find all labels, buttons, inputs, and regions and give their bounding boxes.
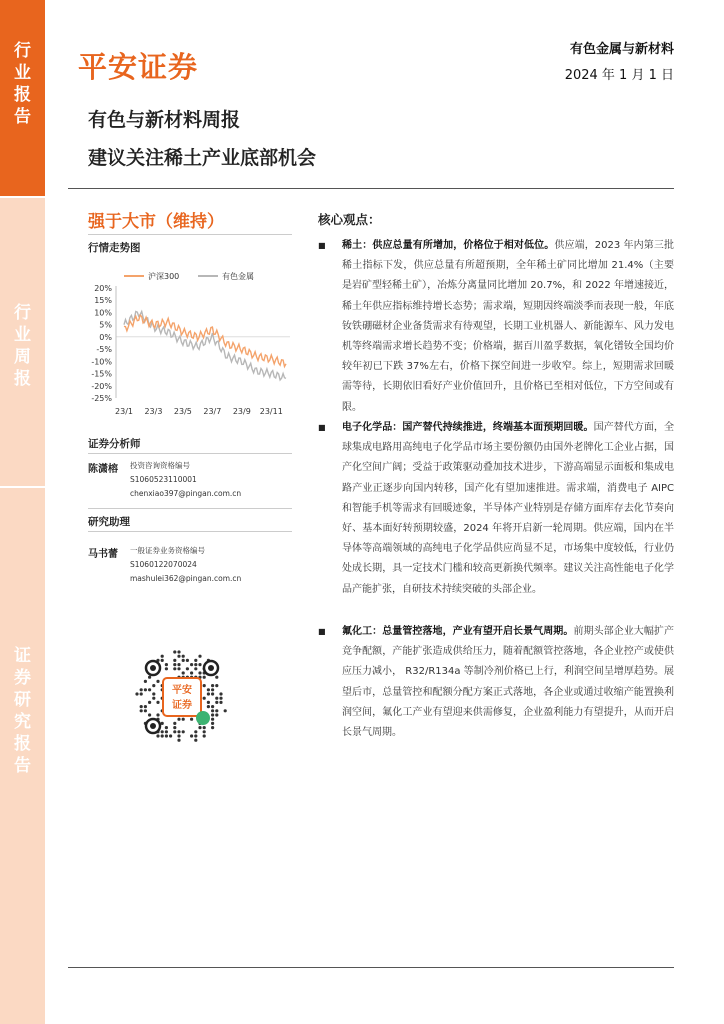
qr-dot: [207, 688, 210, 691]
section-rule: [88, 453, 292, 454]
bullet-heading: 稀土：供应总量有所增加，价格位于相对低位。: [342, 240, 555, 251]
qr-dot: [182, 671, 185, 674]
qr-dot: [177, 667, 180, 670]
x-tick-label: 23/11: [259, 407, 283, 416]
qr-dot: [219, 692, 222, 695]
qr-dot: [198, 726, 201, 729]
sidebar-securities-research: [0, 487, 45, 1024]
qr-dot: [165, 734, 168, 737]
qr-dot: [211, 722, 214, 725]
rating-rule: [88, 234, 292, 235]
bullet-body: 前期头部企业大幅扩产竞争配额，产能扩张造成供给压力，随着配额管控落地，各企业控产或使供应压力减小， R32/R134a 等制冷剂价格已上行，利润空间呈增厚趋势。展望后市，总量管控和配额分配方案正式落地，各企业或通过收缩产能置换利润空间，氟化工产业有望迎来供需修复，企业盈利能力有望提升，从而开启长景气周期。: [342, 626, 674, 739]
bullet-fluorine-chemicals: [318, 622, 674, 743]
analyst-section-label: 证券分析师: [88, 438, 141, 450]
qr-dot: [194, 734, 197, 737]
sidebar-char: 券: [14, 668, 31, 688]
sidebar-char: 业: [14, 325, 31, 345]
qr-dot: [173, 722, 176, 725]
qr-dot: [148, 713, 151, 716]
square-bullet-icon: ■: [318, 423, 326, 432]
bullet-heading: 氟化工：总量管控落地，产业有望开启长景气周期。: [342, 626, 574, 637]
y-tick-label: 0%: [99, 332, 112, 342]
analyst-name: 陈潇榕: [88, 464, 118, 475]
assistant-info: [130, 544, 241, 586]
qr-dot: [173, 726, 176, 729]
sidebar-char: 告: [14, 107, 31, 127]
qr-dot: [173, 667, 176, 670]
y-tick-label: 20%: [94, 284, 112, 293]
qr-dot: [156, 734, 159, 737]
sidebar-weekly-report: [0, 197, 45, 487]
qr-dot: [207, 705, 210, 708]
qr-dot: [215, 701, 218, 704]
qr-dot: [156, 680, 159, 683]
y-tick-label: 10%: [94, 308, 112, 318]
assistant-cert-label: 一般证券业务资格编号: [130, 546, 205, 555]
qr-finder-center: [150, 665, 156, 671]
qr-logo-text: 证券: [172, 700, 192, 711]
analyst-info: [130, 459, 241, 501]
sidebar-char: 究: [14, 712, 31, 732]
assistant-email[interactable]: mashulei362@pingan.com.cn: [130, 574, 242, 583]
qr-dot: [203, 726, 206, 729]
analyst-cert-label: 投资咨询资格编号: [130, 461, 190, 470]
qr-dot: [219, 701, 222, 704]
qr-dot: [211, 705, 214, 708]
mini-program-icon: [196, 711, 210, 725]
qr-dot: [148, 688, 151, 691]
report-date: 2024 年 1 月 1 日: [564, 68, 674, 83]
qr-dot: [144, 705, 147, 708]
qr-dot: [203, 734, 206, 737]
qr-dot: [203, 676, 206, 679]
qr-dot: [140, 705, 143, 708]
sidebar-industry-report: [0, 0, 45, 197]
qr-dot: [211, 709, 214, 712]
assistant-cert-number: S1060122070024: [130, 560, 197, 569]
qr-dot: [211, 692, 214, 695]
bullet-text: [342, 622, 674, 743]
qr-dot: [144, 688, 147, 691]
qr-dot: [194, 663, 197, 666]
qr-dot: [177, 663, 180, 666]
x-tick-label: 23/5: [173, 407, 192, 416]
report-title: 有色与新材料周报: [88, 109, 241, 131]
qr-dot: [190, 734, 193, 737]
qr-dot: [165, 663, 168, 666]
qr-dot: [215, 684, 218, 687]
qr-dot: [194, 659, 197, 662]
qr-logo-text: 平安: [172, 685, 192, 696]
qr-dot: [182, 655, 185, 658]
qr-dot: [203, 684, 206, 687]
qr-dot: [207, 701, 210, 704]
qr-dot: [215, 713, 218, 716]
qr-dot: [203, 730, 206, 733]
sidebar-char: 证: [14, 646, 31, 666]
analyst-email[interactable]: chenxiao397@pingan.com.cn: [130, 489, 242, 498]
sidebar-divider: [0, 486, 45, 488]
qr-dot: [152, 692, 155, 695]
qr-dot: [215, 709, 218, 712]
qr-dot: [152, 684, 155, 687]
y-tick-label: -10%: [91, 357, 112, 367]
qr-dot: [173, 650, 176, 653]
bullet-heading: 电子化学品：国产替代持续推进，终端基本面预期回暖。: [342, 422, 594, 433]
qr-dot: [173, 659, 176, 662]
qr-dot: [203, 697, 206, 700]
qr-dot: [177, 730, 180, 733]
qr-dot: [198, 671, 201, 674]
qr-dot: [182, 730, 185, 733]
qr-dot: [144, 709, 147, 712]
chart-y-axis: [91, 284, 290, 403]
chart-label: 行情走势图: [88, 242, 141, 254]
sidebar-divider: [0, 196, 45, 198]
qr-dot: [165, 726, 168, 729]
y-tick-label: 5%: [99, 320, 112, 330]
qr-dot: [211, 726, 214, 729]
header-rule: [68, 188, 674, 189]
y-tick-label: -5%: [96, 345, 112, 355]
qr-dot: [186, 659, 189, 662]
company-logo: 平安证券: [78, 50, 199, 84]
qr-finder-center: [208, 665, 214, 671]
qr-dot: [211, 684, 214, 687]
qr-dot: [215, 676, 218, 679]
qr-dot: [177, 655, 180, 658]
section-rule: [88, 508, 292, 509]
qr-dot: [152, 697, 155, 700]
qr-dot: [165, 730, 168, 733]
y-tick-label: -15%: [91, 369, 112, 379]
square-bullet-icon: ■: [318, 241, 326, 250]
report-subtitle: 建议关注稀土产业底部机会: [88, 147, 317, 169]
assistant-name: 马书蕾: [88, 549, 118, 560]
qr-dot: [190, 718, 193, 721]
bullet-text: [342, 418, 674, 600]
sidebar-char: 报: [14, 85, 31, 105]
chart-series: [124, 312, 286, 381]
qr-dot: [173, 730, 176, 733]
qr-dot: [207, 692, 210, 695]
sidebar-char: 研: [14, 690, 31, 710]
bullet-text: [342, 236, 674, 418]
legend-label: 沪深300: [148, 272, 180, 281]
qr-dot: [161, 734, 164, 737]
sidebar-char: 周: [14, 347, 31, 367]
core-views-title: 核心观点：: [318, 212, 381, 227]
x-tick-label: 23/1: [115, 407, 133, 416]
qr-dot: [190, 663, 193, 666]
sidebar-char: 行: [14, 303, 31, 323]
qr-dot: [177, 739, 180, 742]
qr-dot: [211, 688, 214, 691]
sidebar-char: 行: [14, 41, 31, 61]
market-trend-chart: [84, 268, 296, 424]
qr-dot: [194, 730, 197, 733]
sidebar-char: 业: [14, 63, 31, 83]
qr-dot: [190, 671, 193, 674]
qr-dot: [169, 734, 172, 737]
qr-dot: [177, 734, 180, 737]
sidebar: [0, 0, 45, 1024]
qr-dot: [177, 650, 180, 653]
qr-dot: [140, 692, 143, 695]
chart-legend: [124, 271, 254, 281]
assistant-section-label: 研究助理: [88, 516, 130, 528]
analyst-cert-number: S1060523110001: [130, 475, 197, 484]
qr-dot: [194, 667, 197, 670]
footer-rule: [68, 967, 674, 968]
x-tick-label: 23/7: [203, 407, 222, 416]
qr-dot: [140, 688, 143, 691]
qr-dot: [194, 739, 197, 742]
qr-dot: [186, 667, 189, 670]
qr-dot: [224, 709, 227, 712]
rating: 强于大市（维持）: [88, 212, 224, 232]
series-line-csi300: [124, 315, 286, 366]
qr-code[interactable]: [133, 648, 231, 746]
qr-finder-center: [150, 723, 156, 729]
qr-dot: [182, 659, 185, 662]
qr-dot: [161, 659, 164, 662]
qr-dot: [161, 655, 164, 658]
sidebar-char: 报: [14, 734, 31, 754]
bullet-body: 供应端，2023 年内第三批稀土指标下发，供应总量有所超预期，全年稀土矿同比增加 21.4%（主要是岩矿型轻稀土矿），冶炼分离量同比增加 20.7%，和 2022 年增速接近，稀土年供应指标维持增长态势；需求端，短期因终端淡季而表现一般，年底钕铁硼磁材企业备货需求有待观望，长期工业机器人、新能源车、风力发电机等终端需求增长趋势不变；价格端，据百川盈孚数据，氧化镨钕全国均价较年初已下跌 37%左右，价格下探空间进一步收窄。综上，短期需求回暖需等待，长期依旧看好产业价值回升，且价格已至相对低位，下方空间或有限。: [342, 240, 674, 413]
qr-dot: [177, 718, 180, 721]
y-tick-label: -20%: [91, 381, 112, 391]
square-bullet-icon: ■: [318, 627, 326, 636]
chart-x-axis: [115, 407, 283, 416]
section-rule: [88, 531, 292, 532]
qr-dot: [144, 680, 147, 683]
x-tick-label: 23/9: [232, 407, 251, 416]
qr-dot: [198, 663, 201, 666]
qr-dot: [219, 697, 222, 700]
bullet-rare-earth: [318, 236, 674, 418]
qr-dot: [156, 713, 159, 716]
qr-dot: [182, 718, 185, 721]
qr-dot: [215, 697, 218, 700]
qr-dot: [211, 718, 214, 721]
report-category: 有色金属与新材料: [569, 42, 674, 57]
legend-label: 有色金属: [222, 272, 254, 281]
sidebar-char: 报: [14, 369, 31, 389]
qr-dot: [211, 713, 214, 716]
y-tick-label: -25%: [91, 394, 112, 403]
bullet-body: 国产替代方面，全球集成电路用高纯电子化学品市场主要份额仍由国外老牌化工企业占据，国产化空间广阔；受益于政策驱动叠加技术进步，下游高端显示面板和集成电路产业正逐步向国内转移，国产化有望加速推进。需求端，消费电子 AIPC 和智能手机等需求有回暖迹象，半导体产业特别是存储方面库存去化节奏向好、基本面好转预期较盛，2024 年将开启新一轮周期。供应端，国内在半导体等高端领域的高纯电子化学品供应尚显不足，市场集中度较低，行业仍处成长期，具一定技术门槛和较高更新换代频率。建议关注高性能电子化学品产能扩张，自研技术持续突破的头部企业。: [342, 422, 674, 595]
qr-dot: [148, 676, 151, 679]
qr-dot: [148, 701, 151, 704]
sidebar-char: 告: [14, 756, 31, 776]
qr-dot: [156, 701, 159, 704]
y-tick-label: 15%: [94, 296, 112, 306]
qr-dot: [173, 663, 176, 666]
qr-dot: [140, 709, 143, 712]
qr-dot: [165, 667, 168, 670]
bullet-electronic-chemicals: [318, 418, 674, 600]
qr-dot: [198, 655, 201, 658]
qr-dot: [135, 692, 138, 695]
x-tick-label: 23/3: [144, 407, 163, 416]
qr-dot: [161, 730, 164, 733]
